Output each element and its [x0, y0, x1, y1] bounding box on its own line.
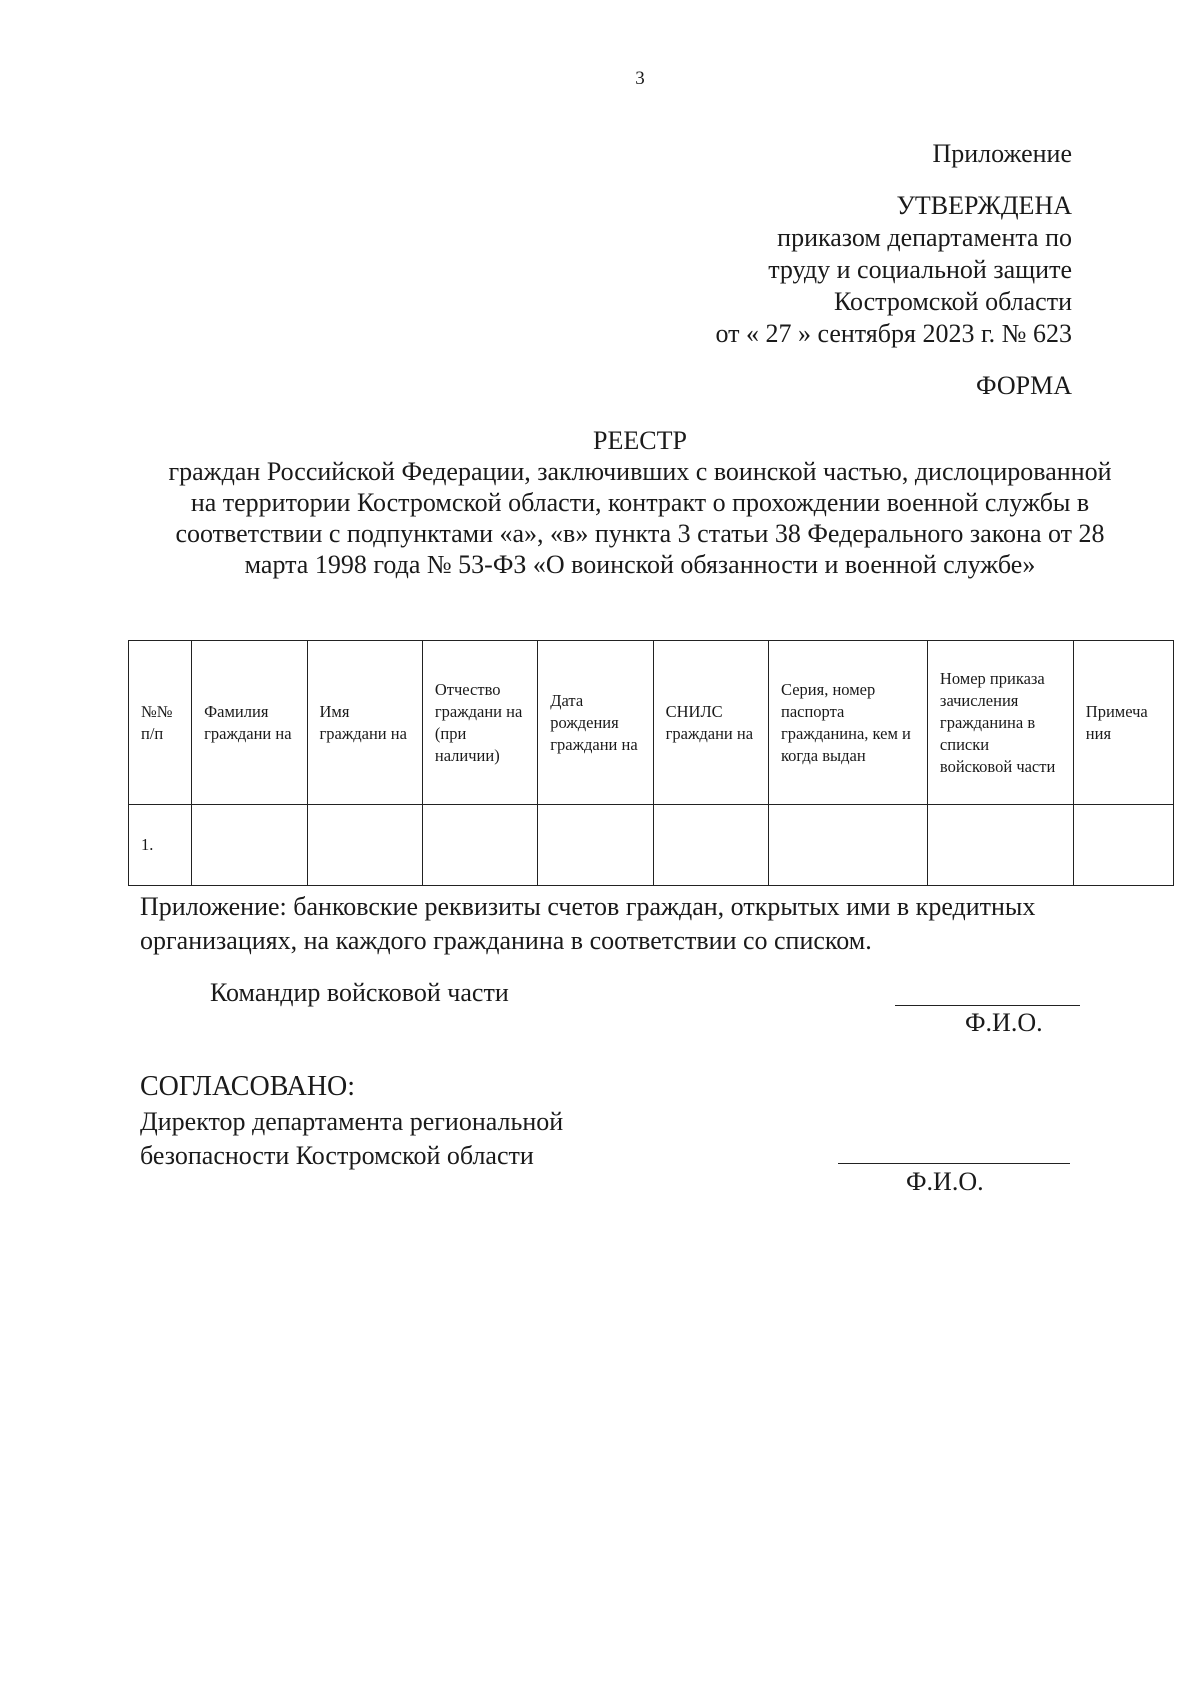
table-cell	[769, 805, 928, 886]
header-first-name: Имя граждани на	[307, 641, 422, 805]
title-main: РЕЕСТР	[593, 426, 687, 455]
table-cell	[307, 805, 422, 886]
table-cell: 1.	[129, 805, 192, 886]
form-label: ФОРМА	[976, 371, 1072, 400]
signature-line-director	[838, 1163, 1070, 1164]
approved-line: труду и социальной защите	[768, 255, 1072, 284]
table-cell	[538, 805, 653, 886]
table-cell	[927, 805, 1073, 886]
approved-line: приказом департамента по	[777, 223, 1072, 252]
header-notes: Примеча ния	[1073, 641, 1173, 805]
approval-block	[715, 190, 1072, 350]
table-cell	[653, 805, 768, 886]
appendix-note: Приложение: банковские реквизиты счетов граждан, открытых ими в кредитных организациях, на каждого гражданина в соответствии со списком.	[140, 892, 1036, 955]
header-order-number: Номер приказа зачисления гражданина в списки войсковой части	[927, 641, 1073, 805]
fio-director: Ф.И.О.	[906, 1167, 984, 1196]
table-header-row	[129, 641, 1174, 805]
appendix-label: Приложение	[932, 139, 1072, 168]
fio-commander: Ф.И.О.	[965, 1008, 1043, 1037]
header-surname: Фамилия граждани на	[192, 641, 307, 805]
approved-line: Костромской области	[833, 287, 1072, 316]
header-snils: СНИЛС граждани на	[653, 641, 768, 805]
table-row	[129, 805, 1174, 886]
registry-table	[128, 640, 1174, 886]
header-passport: Серия, номер паспорта гражданина, кем и когда выдан	[769, 641, 928, 805]
page-number: 3	[635, 68, 645, 89]
approved-title: УТВЕРЖДЕНА	[896, 191, 1072, 220]
director-line: Директор департамента региональной	[140, 1107, 564, 1136]
table-cell	[422, 805, 537, 886]
director-line: безопасности Костромской области	[140, 1141, 534, 1170]
header-birth-date: Дата рождения граждани на	[538, 641, 653, 805]
header-patronymic: Отчество граждани на (при наличии)	[422, 641, 537, 805]
header-number: №№ п/п	[129, 641, 192, 805]
approved-line: от « 27 » сентября 2023 г. № 623	[715, 319, 1072, 348]
agreed-label: СОГЛАСОВАНО:	[140, 1071, 356, 1102]
commander-label: Командир войсковой части	[210, 978, 509, 1007]
title-subtitle: граждан Российской Федерации, заключивших с воинской частью, дислоцированной на территории Костромской области, контракт о прохождении военной службы в соответствии с подпунктами «а», «в» пункта 3 статьи 38 Федерального закона от 28 марта 1998 года № 53-ФЗ «О воинской обязанности и военной службе»	[168, 457, 1112, 579]
table-cell	[192, 805, 307, 886]
director-block	[140, 1105, 563, 1173]
document-title	[130, 425, 1150, 580]
table-cell	[1073, 805, 1173, 886]
signature-line-commander	[895, 1005, 1080, 1006]
